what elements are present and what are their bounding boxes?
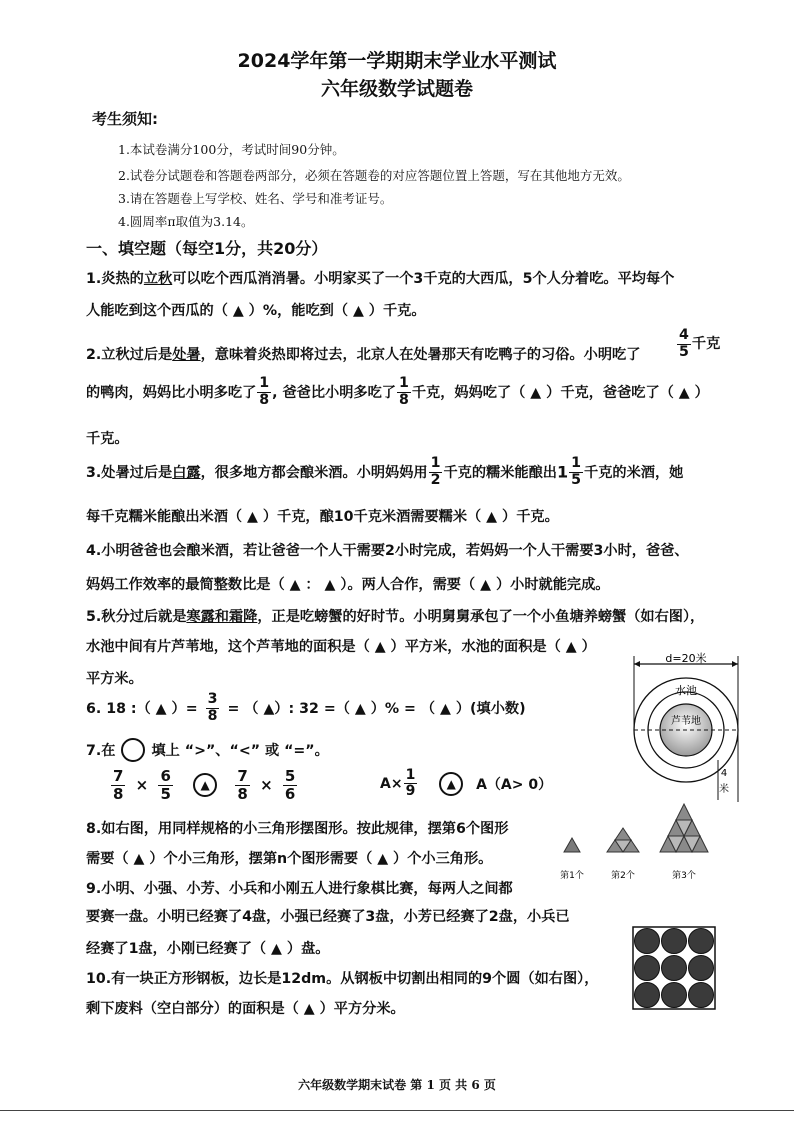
question-2-line-2: 的鸭肉，妈妈比小明多吃了 $\frac{1}{8}$ , 爸爸比小明多吃了 $\frac{1}{8}$ 千克，妈妈吃了（ ▲ ）千克，爸爸吃了（ ▲ ） bbox=[86, 375, 709, 408]
question-10-line-1: 10.有一块正方形钢板，边长是12dm。从钢板中切割出相同的9个圆（如右图）， bbox=[86, 971, 599, 987]
question-7-expression-2: A× $\frac{1}{9}$ ▲ A（A> 0） bbox=[380, 767, 553, 800]
pattern-3 bbox=[660, 804, 708, 852]
question-5-line-2: 水池中间有片芦苇地，这个芦苇地的面积是（ ▲ ）平方米，水池的面积是（ ▲ ） bbox=[86, 639, 596, 655]
question-6: 6. 18 :（ ▲ ）= $\frac{3}{8}$ = （ ▲）: 32 =（ ▲ ）% = （ ▲ ）(填小数) bbox=[86, 691, 526, 724]
page-footer: 六年级数学期末试卷 第 1 页 共 6 页 bbox=[298, 1078, 496, 1092]
diameter-label: d=20米 bbox=[665, 652, 707, 665]
question-9-line-1: 9.小明、小强、小芳、小兵和小刚五人进行象棋比赛，每两人之间都 bbox=[86, 881, 513, 897]
question-7-expression-1: $\frac{7}{8}$ × $\frac{6}{5}$ ▲ $\frac{7}{8}$ × $\frac{5}{6}$ bbox=[113, 767, 296, 803]
question-7-line-1: 7.在 填上 “>”、“<” 或 “=”。 bbox=[86, 738, 329, 762]
question-8-line-1: 8.如右图，用同样规格的小三角形摆图形。按此规律，摆第6个图形 bbox=[86, 821, 509, 837]
width-number: 4 bbox=[720, 768, 728, 779]
pattern-2 bbox=[607, 828, 639, 852]
cut-circles bbox=[635, 929, 714, 1008]
footer-rule bbox=[0, 1110, 794, 1111]
question-5-line-3: 平方米。 bbox=[86, 671, 143, 687]
pond-figure bbox=[628, 652, 744, 802]
question-9-line-2: 要赛一盘。小明已经赛了4盘，小强已经赛了3盘，小芳已经赛了2盘，小兵已 bbox=[86, 909, 570, 925]
blank-circle-icon bbox=[121, 738, 145, 762]
question-1-line-2: 人能吃到这个西瓜的（ ▲ ）%，能吃到（ ▲ ）千克。 bbox=[86, 303, 426, 319]
arrow-head-right bbox=[732, 661, 738, 667]
pattern-1 bbox=[564, 838, 580, 852]
pattern-1-caption: 第1个 bbox=[560, 871, 584, 881]
notice-item-3: 3.请在答题卷上写学校、姓名、学号和准考证号。 bbox=[118, 191, 393, 206]
notice-item-4: 4.圆周率π取值为3.14。 bbox=[118, 214, 254, 229]
exam-subtitle: 六年级数学试题卷 bbox=[320, 78, 473, 100]
question-2-line-1: 2.立秋过后是处暑，意味着炎热即将过去，北京人在处暑那天有吃鸭子的习俗。小明吃了 bbox=[86, 347, 641, 363]
question-1-line-1: 1.炎热的立秋可以吃个西瓜消消暑。小明家买了一个3千克的大西瓜，5个人分着吃。平均每个 bbox=[86, 271, 675, 287]
question-8-line-2: 需要（ ▲ ）个小三角形，摆第n个图形需要（ ▲ ）个小三角形。 bbox=[86, 851, 493, 867]
question-2-fraction-4-5: $\frac{4}{5}$ 千克 bbox=[679, 327, 721, 360]
arrow-head-left bbox=[634, 661, 640, 667]
width-unit: 米 bbox=[719, 784, 729, 795]
question-4-line-1: 4.小明爸爸也会酿米酒，若让爸爸一个人干需要2小时完成，若妈妈一个人干需要3小时，爸爸、 bbox=[86, 543, 689, 559]
triangle-pattern-figure bbox=[552, 800, 722, 884]
exam-title: 2024学年第一学期期末学业水平测试 bbox=[237, 50, 557, 72]
section-heading: 一、填空题（每空1分，共20分） bbox=[86, 239, 328, 258]
pattern-2-caption: 第2个 bbox=[611, 871, 635, 881]
notice-heading: 考生须知: bbox=[92, 110, 158, 128]
question-2-line-3: 千克。 bbox=[86, 431, 129, 447]
pool-label: 水池 bbox=[675, 684, 697, 697]
compare-circle-2: ▲ bbox=[439, 772, 463, 796]
question-3-line-2: 每千克糯米能酿出米酒（ ▲ ）千克，酿10千克米酒需要糯米（ ▲ ）千克。 bbox=[86, 509, 559, 525]
steel-plate-figure bbox=[632, 926, 716, 1010]
reed-label: 芦苇地 bbox=[671, 716, 701, 727]
notice-item-2: 2.试卷分试题卷和答题卷两部分，必须在答题卷的对应答题位置上答题，写在其他地方无效。 bbox=[118, 168, 630, 183]
question-4-line-2: 妈妈工作效率的最简整数比是（ ▲ ： ▲ ）。两人合作，需要（ ▲ ）小时就能完成。 bbox=[86, 577, 610, 593]
question-10-line-2: 剩下废料（空白部分）的面积是（ ▲ ）平方分米。 bbox=[86, 1001, 405, 1017]
question-9-line-3: 经赛了1盘，小刚已经赛了（ ▲ ）盘。 bbox=[86, 941, 330, 957]
question-5-line-1: 5.秋分过后就是寒露和霜降，正是吃螃蟹的好时节。小明舅舅承包了一个小鱼塘养螃蟹（如右图）， bbox=[86, 609, 705, 625]
question-3-line-1: 3.处暑过后是白露，很多地方都会酿米酒。小明妈妈用 $\frac{1}{2}$ 千克的糯米能酿出1 $\frac{1}{5}$ 千克的米酒，她 bbox=[86, 455, 684, 488]
pattern-3-caption: 第3个 bbox=[672, 871, 696, 881]
compare-circle-1: ▲ bbox=[193, 773, 217, 797]
notice-item-1: 1.本试卷满分100分，考试时间90分钟。 bbox=[118, 142, 345, 157]
